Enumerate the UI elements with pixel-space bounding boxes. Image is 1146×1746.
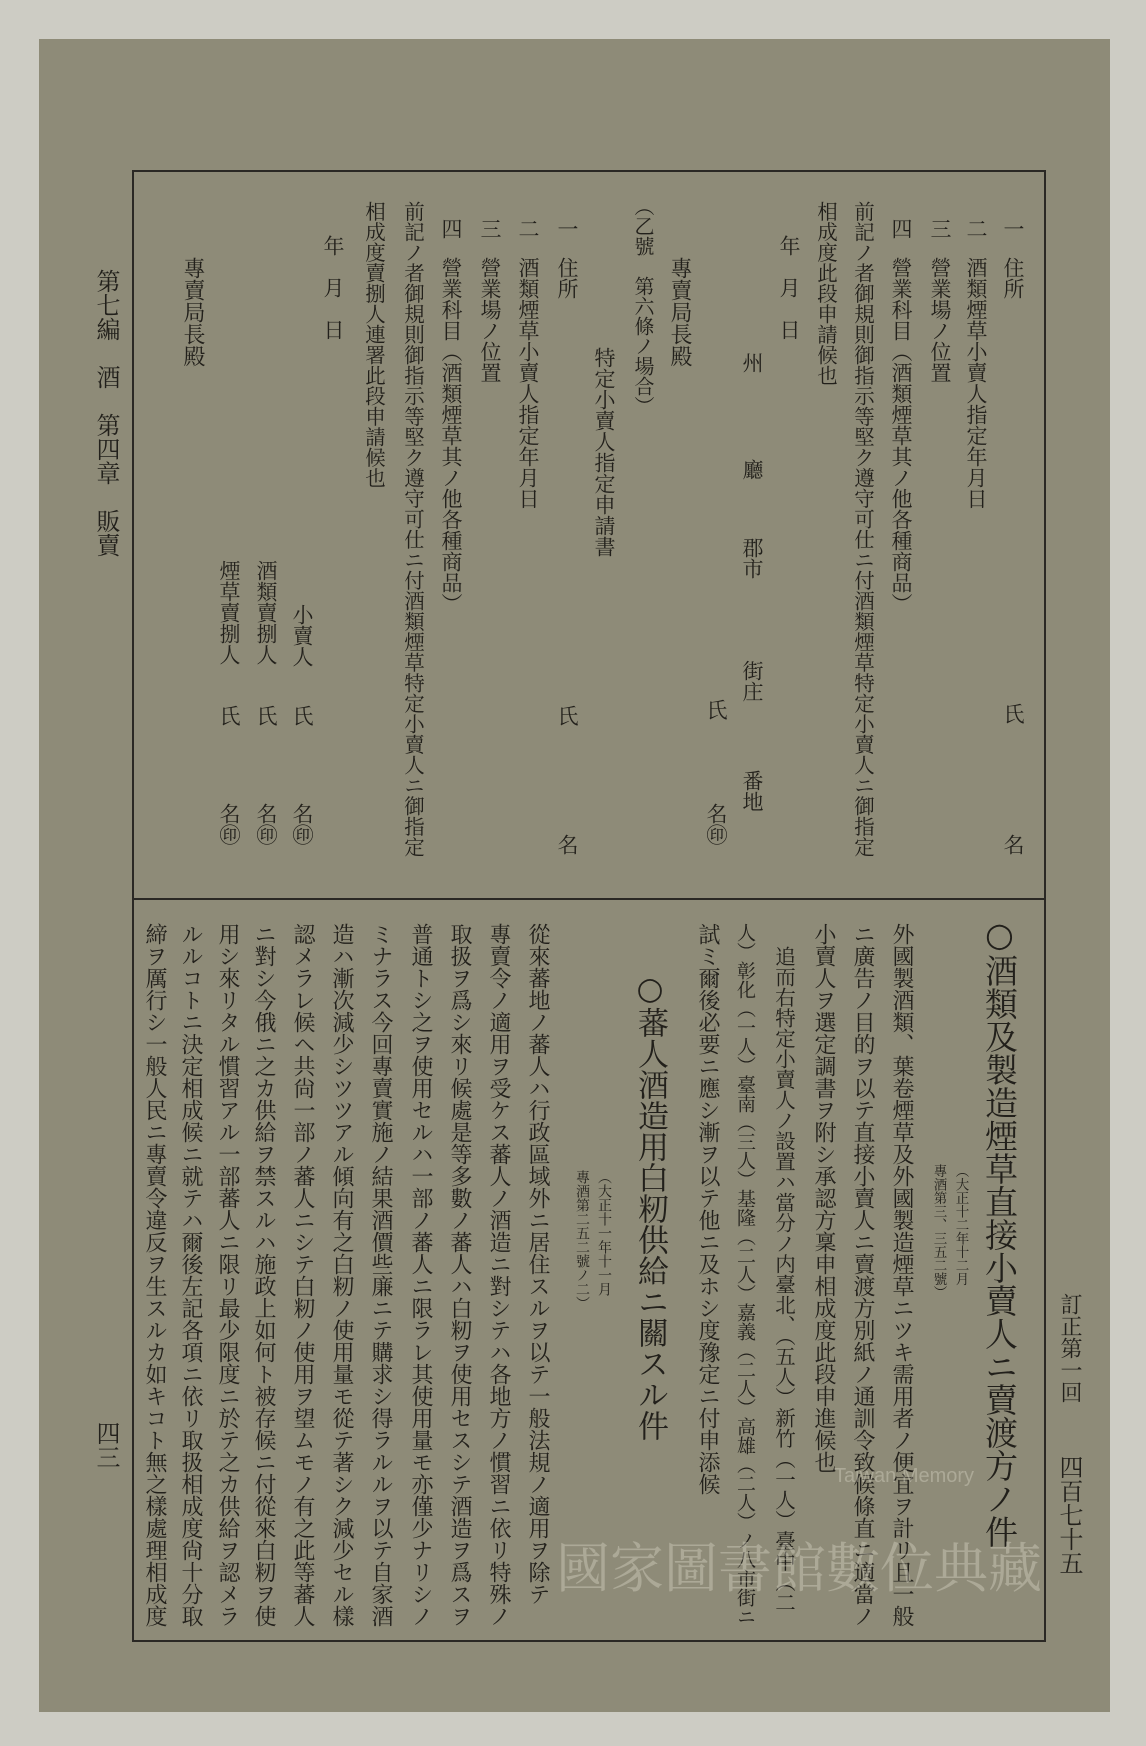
form-a-item-1-label: 住所: [1001, 257, 1025, 299]
form-b-item-2-label: 酒類煙草小賣人指定年月日: [516, 257, 540, 509]
notice-1-body-line: 人）彰化（一人）臺南（三人）基隆（二人）嘉義（二人）高雄（二人）ノ八市街ニ: [734, 923, 756, 1626]
notice-1-title: ○酒類及製造煙草直接小賣人ニ賣渡方ノ件: [980, 915, 1019, 1548]
notice-2-body-line: 取扱ヲ爲シ來リ候處是等多數ノ蕃人ハ白籾ヲ使用セスシテ酒造ヲ爲スヲ: [447, 923, 472, 1627]
form-b-name-shi: 氏: [555, 705, 579, 726]
form-b-signatory-3-role: 煙草賣捌人: [217, 560, 241, 665]
form-b-addressee: 專賣局長殿: [180, 257, 205, 367]
form-b-signatory-3-shi: 氏: [217, 705, 241, 726]
notice-1-body-line: 小賣人ヲ選定調書ヲ附シ承認方稟申相成度此段申進候也: [811, 923, 836, 1473]
form-b-declaration-line-1: 前記ノ者御規則御指示等堅ク遵守可仕ニ付酒類煙草特定小賣人ニ御指定: [400, 201, 425, 857]
form-b-item-1-label: 住所: [555, 257, 579, 299]
form-b-item-4-number: 四: [439, 218, 463, 239]
notice-2-body-line: ミナラス今回專賣實施ノ結果酒價些廉ニテ購求シ得ラルルヲ以テ自家酒: [368, 923, 393, 1627]
form-b-signatory-2-role: 酒類賣捌人: [254, 560, 278, 665]
notice-2-body-line: ルルコトニ決定相成候ニ就テハ爾後左記各項ニ依リ取扱相成度尙十分取: [178, 923, 203, 1627]
form-a-declaration-line-1: 前記ノ者御規則御指示等堅ク遵守可仕ニ付酒類煙草特定小賣人ニ御指定: [850, 201, 875, 857]
form-a-address-lot: 番地: [740, 770, 764, 812]
form-b-signatory-1-role: 小賣人: [290, 604, 314, 667]
form-a-item-2-label: 酒類煙草小賣人指定年月日: [964, 257, 988, 509]
revision-label: 訂正第一回: [1057, 1293, 1082, 1403]
form-a-item-4-label: 營業科目（酒類煙草其ノ他各種商品）: [889, 257, 913, 614]
form-a-declaration-line-2: 相成度此段申請候也: [813, 201, 838, 386]
notice-2-body-line: 認メラレ候ヘ共尙一部ノ蕃人ニシテ白籾ノ使用ヲ望ムモノ有之此等蕃人: [290, 923, 315, 1627]
form-b-signatory-2-shi: 氏: [254, 705, 278, 726]
form-a-name-mei: 名: [1001, 834, 1025, 855]
watermark-library: 國家圖書館數位典藏: [556, 1537, 1042, 1600]
form-b-title: 特定小賣人指定申請書: [592, 347, 616, 557]
form-b-signatory-3-mei-seal: 名㊞: [217, 803, 241, 845]
form-b-item-3-label: 營業場ノ位置: [478, 257, 502, 383]
form-a-date: 年 月 日: [777, 235, 801, 340]
notice-1-ref-date: （大正十二年十二月: [952, 1164, 969, 1286]
form-a-applicant-mei-seal: 名㊞: [704, 803, 728, 845]
form-a-name-shi: 氏: [1001, 703, 1025, 724]
notice-2-body-line: 普通トシ之ヲ使用セルハ一部ノ蕃人ニ限ラレ其使用量モ亦僅少ナリシノ: [408, 923, 433, 1627]
form-a-address-office: 廳: [740, 459, 764, 480]
form-b-signatory-1-mei-seal: 名㊞: [290, 803, 314, 845]
form-a-address-street-village: 街庄: [740, 660, 764, 702]
form-a-item-3-number: 三: [928, 218, 952, 239]
notice-2-body-line: 從來蕃地ノ蕃人ハ行政區域外ニ居住スルヲ以テ一般法規ノ適用ヲ除テ: [525, 923, 550, 1605]
notice-1-ref-number: 專酒第三、三五二號）: [930, 1164, 947, 1299]
chapter-heading: 第七編 酒 第四章 販賣: [92, 269, 120, 557]
notice-2-body-line: 造ハ漸次減少シツツアル傾向有之白籾ノ使用量モ從テ著シク減少セル樣: [329, 923, 354, 1627]
form-a-item-2-number: 二: [964, 218, 988, 239]
section-divider: [132, 898, 1046, 900]
watermark-latin: Taiwan Memory: [834, 1465, 975, 1487]
notice-1-body-line: 外國製酒類、葉卷煙草及外國製造煙草ニツキ需用者ノ便宜ヲ計リ且一般: [889, 923, 914, 1627]
notice-2-body-line: 締ヲ厲行シ一般人民ニ專賣令違反ヲ生スルカ如キコト無之樣處理相成度: [142, 923, 167, 1627]
notice-2-ref-date: （大正十一年十一月: [596, 1170, 612, 1296]
notice-2-body-line: ニ對シ今俄ニ之カ供給ヲ禁スルハ施政上如何ト被存候ニ付從來白籾ヲ使: [251, 923, 276, 1627]
form-a-addressee: 專賣局長殿: [667, 257, 692, 367]
form-b-case-note: （乙號 第六條ノ場合）: [631, 196, 655, 416]
form-b-item-1-number: 一: [555, 218, 579, 239]
form-b-item-2-number: 二: [516, 218, 540, 239]
form-b-signatory-1-shi: 氏: [290, 705, 314, 726]
form-b-item-4-label: 營業科目（酒類煙草其ノ他各種商品）: [439, 257, 463, 614]
form-a-item-1-number: 一: [1001, 218, 1025, 239]
notice-2-body-line: 用シ來リタル慣習アル一部蕃人ニ限リ最少限度ニ於テ之カ供給ヲ認メラ: [215, 923, 240, 1627]
page-number: 四三: [92, 1421, 120, 1469]
notice-1-body-line: ニ廣告ノ目的ヲ以テ直接小賣人ニ賣渡方別紙ノ通訓令致候條直ニ適當ノ: [850, 923, 875, 1627]
form-b-declaration-line-2: 相成度賣捌人連署此段申請候也: [361, 201, 386, 488]
form-a-item-4-number: 四: [889, 218, 913, 239]
form-b-date: 年 月 日: [321, 235, 345, 340]
notice-1-body-line: 試ミ爾後必要ニ應シ漸ヲ以テ他ニ及ホシ度豫定ニ付申添候: [695, 923, 720, 1495]
form-a-address-county-city: 郡市: [740, 537, 764, 579]
notice-2-title: ○蕃人酒造用白籾供給ニ關スル件: [632, 971, 668, 1441]
form-b-signatory-2-mei-seal: 名㊞: [254, 803, 278, 845]
notice-2-body-line: 專賣令ノ適用ヲ受ケス蕃人ノ酒造ニ對シテハ各地方ノ慣習ニ依リ特殊ノ: [486, 923, 511, 1627]
notice-2-ref-number: 專酒第二五二號ノ二）: [574, 1170, 590, 1310]
form-a-item-3-label: 營業場ノ位置: [928, 257, 952, 383]
form-b-item-3-number: 三: [478, 218, 502, 239]
form-a-address-prefecture: 州: [740, 352, 764, 373]
notice-1-body-line: 追而右特定小賣人ノ設置ハ當分ノ内臺北、（五人）新竹（一人）臺中（二: [771, 946, 796, 1613]
form-a-applicant-shi: 氏: [704, 699, 728, 720]
form-b-name-mei: 名: [555, 834, 579, 855]
original-page-number: 四百七十五: [1055, 1455, 1083, 1575]
